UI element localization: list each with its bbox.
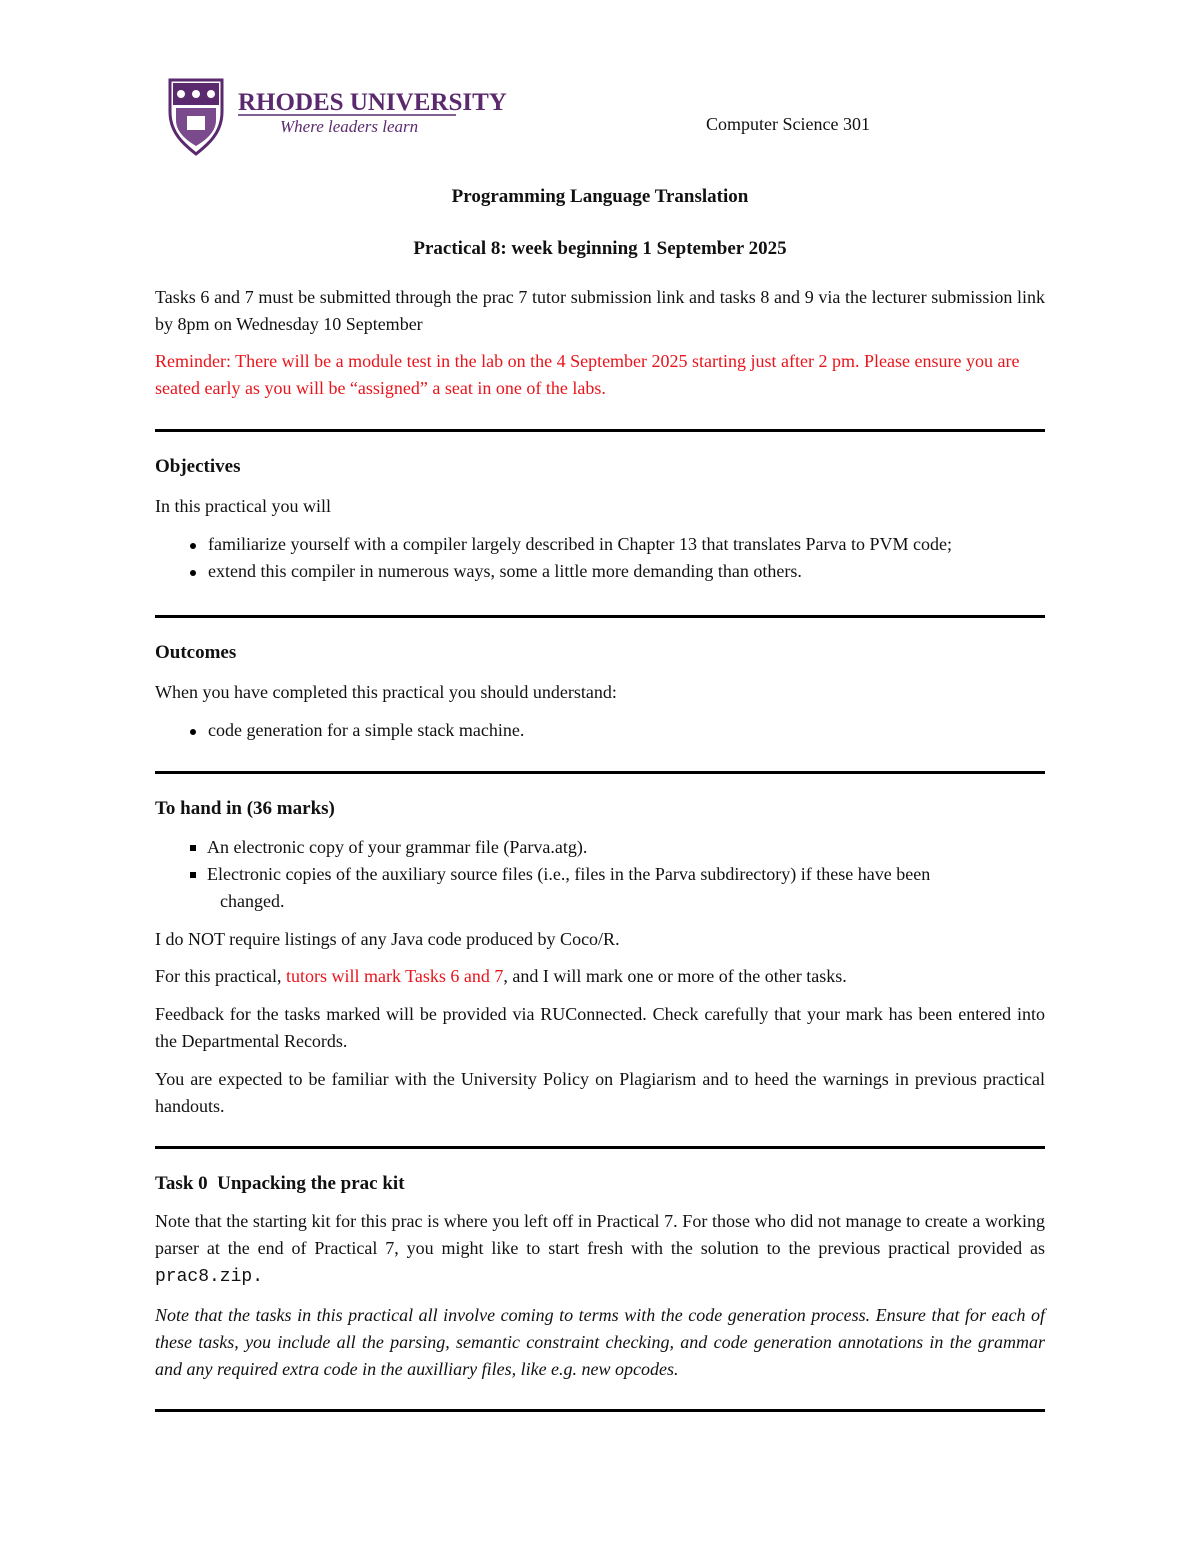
objectives-lead: In this practical you will <box>155 496 331 516</box>
section-divider <box>155 1409 1045 1412</box>
feedback-note: Feedback for the tasks marked will be provided via RUConnected. Check carefully that your mark has been entered into the Departmental Records. <box>155 1004 1045 1051</box>
section-divider <box>155 429 1045 432</box>
hand-in-heading: To hand in (36 marks) <box>155 798 335 819</box>
section-divider <box>155 771 1045 774</box>
list-item: code generation for a simple stack machine. <box>190 717 1050 744</box>
task0-heading: Task 0 Unpacking the prac kit <box>155 1173 405 1194</box>
prac-kit-filename: prac8.zip. <box>155 1267 264 1287</box>
task0-note: Note that the tasks in this practical all involve coming to terms with the code generation process. Ensure that for each of these tasks, you include all the parsing, semantic constraint checking, and code generation annotations in the grammar and any required extra code in the auxilliary files, like e.g. new opcodes. <box>155 1305 1045 1379</box>
list-item-continuation: changed. <box>220 891 285 911</box>
no-listings-note: I do NOT require listings of any Java code produced by Coco/R. <box>155 929 620 949</box>
document-title: Programming Language Translation <box>451 186 749 207</box>
practical-title: Practical 8: week beginning 1 September 2025 <box>413 238 787 259</box>
list-item: Electronic copies of the auxiliary source files (i.e., files in the Parva subdirectory) if these have been <box>190 861 1050 888</box>
objectives-heading: Objectives <box>155 456 241 477</box>
logo-tagline: Where leaders learn <box>280 117 419 136</box>
submission-info: Tasks 6 and 7 must be submitted through the prac 7 tutor submission link and tasks 8 and 9 via the lecturer submission link by 8pm on Wednesday 10 September <box>155 287 1045 334</box>
hand-in-list <box>190 834 1050 915</box>
crest-icon <box>168 78 507 156</box>
outcomes-lead: When you have completed this practical you should understand: <box>155 682 617 702</box>
module-test-reminder: Reminder: There will be a module test in the lab on the 4 September 2025 starting just after 2 pm. Please ensure you are seated early as you will be “assigned” a seat in one of the labs. <box>155 351 1020 398</box>
section-divider <box>155 615 1045 618</box>
outcomes-list <box>190 717 1050 744</box>
tutor-marking-highlight: tutors will mark Tasks 6 and 7 <box>285 966 504 986</box>
list-item: extend this compiler in numerous ways, some a little more demanding than others. <box>190 558 1050 585</box>
marking-note: For this practical, tutors will mark Tasks 6 and 7, and I will mark one or more of the other tasks. <box>155 966 847 986</box>
logo-name: RHODES UNIVERSITY <box>238 89 507 116</box>
task0-body: Note that the starting kit for this prac is where you left off in Practical 7. For those who did not manage to create a working parser at the end of Practical 7, you might like to start fresh with the solution to the previous practical provided as prac8.zip. <box>155 1211 1045 1287</box>
course-name: Computer Science 301 <box>706 114 870 134</box>
university-logo <box>168 78 507 156</box>
plagiarism-note: You are expected to be familiar with the University Policy on Plagiarism and to heed the warnings in previous practical handouts. <box>155 1069 1045 1116</box>
objectives-list <box>190 531 1050 585</box>
outcomes-heading: Outcomes <box>155 642 237 663</box>
list-item: familiarize yourself with a compiler largely described in Chapter 13 that translates Parva to PVM code; <box>190 531 1050 558</box>
section-divider <box>155 1146 1045 1149</box>
list-item: An electronic copy of your grammar file (Parva.atg). <box>190 834 1050 861</box>
